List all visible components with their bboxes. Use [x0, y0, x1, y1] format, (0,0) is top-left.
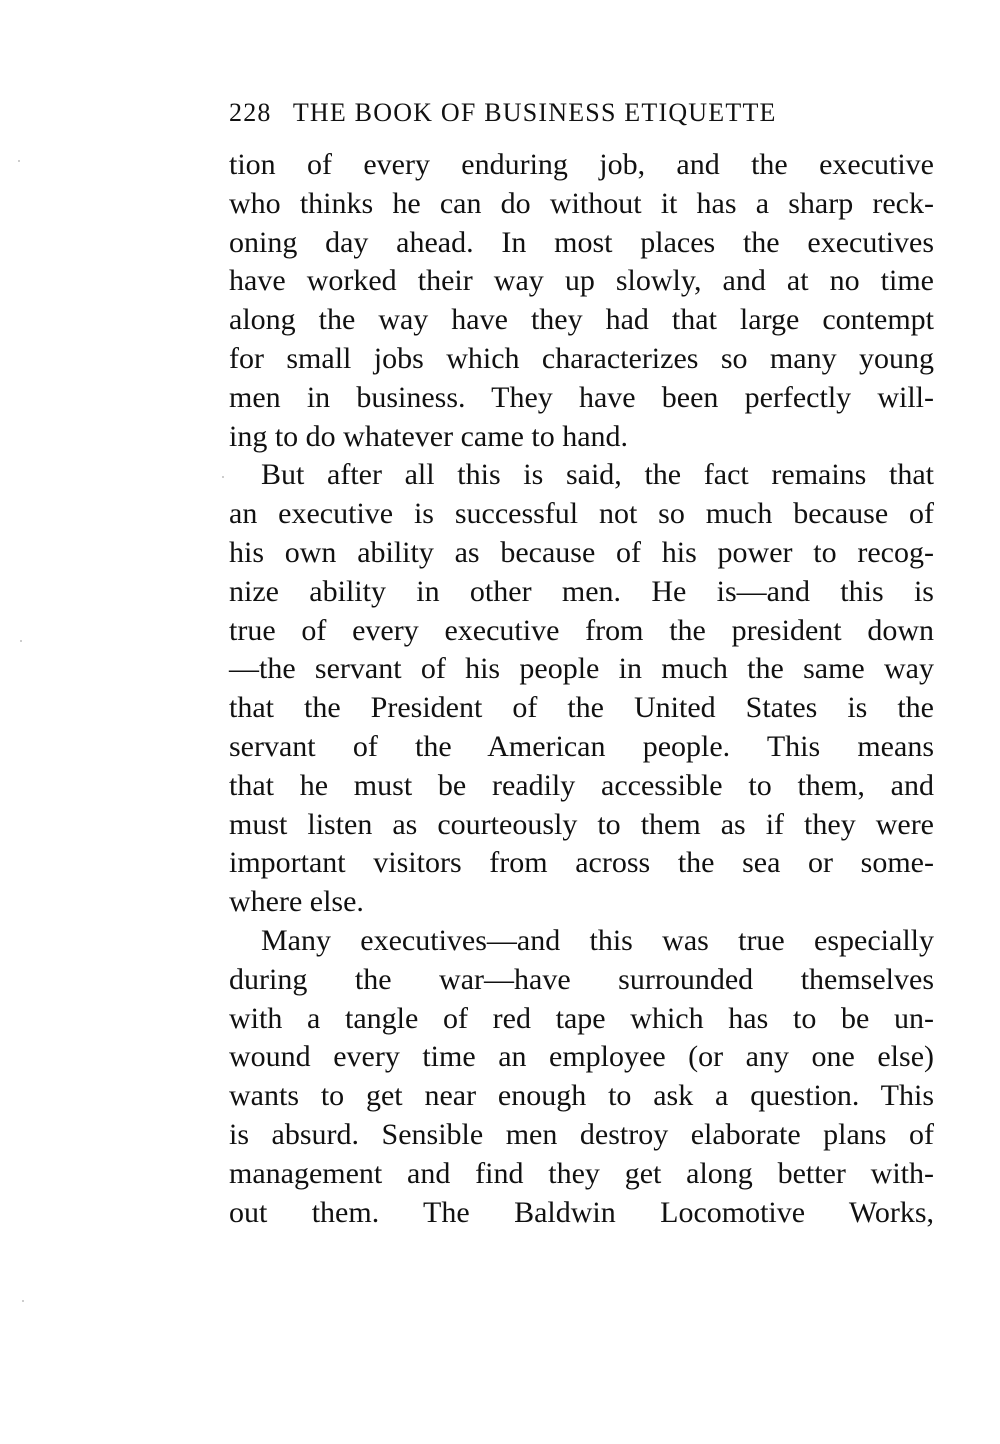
scan-speck	[22, 1300, 24, 1302]
paragraph-2	[229, 456, 934, 922]
text-line: men in business. They have been perfectly will-	[229, 380, 934, 414]
text-line: that the President of the United States is the	[229, 691, 934, 725]
paragraph-3	[229, 922, 934, 1232]
text-line: an executive is successful not so much because of	[229, 497, 934, 531]
text-line: where else.	[229, 885, 364, 919]
text-line: management and find they get along better with-	[229, 1156, 934, 1190]
text-line: his own ability as because of his power to recog-	[229, 535, 934, 569]
text-line: wants to get near enough to ask a question. This	[229, 1079, 934, 1113]
body-text	[229, 146, 934, 1232]
text-line: ing to do whatever came to hand.	[229, 419, 629, 453]
text-line: servant of the American people. This means	[229, 729, 934, 763]
text-line: is absurd. Sensible men destroy elaborate plans of	[229, 1117, 934, 1151]
text-line: —the servant of his people in much the same way	[229, 652, 934, 686]
text-line: along the way have they had that large contempt	[229, 303, 934, 337]
text-line: out them. The Baldwin Locomotive Works,	[229, 1195, 934, 1229]
text-line: during the war—have surrounded themselves	[229, 962, 934, 996]
text-line: have worked their way up slowly, and at no time	[229, 264, 934, 298]
text-line: wound every time an employee (or any one else)	[229, 1040, 934, 1074]
running-header	[229, 98, 869, 128]
text-line: must listen as courteously to them as if they were	[229, 807, 934, 841]
text-line: true of every executive from the president down	[229, 613, 934, 647]
scan-speck	[222, 476, 224, 478]
running-title: THE BOOK OF BUSINESS ETIQUETTE	[292, 98, 777, 127]
text-line: But after all this is said, the fact remains that	[261, 458, 934, 492]
paragraph-1	[229, 146, 934, 456]
text-line: oning day ahead. In most places the executives	[229, 225, 934, 259]
text-line: that he must be readily accessible to them, and	[229, 768, 934, 802]
scan-speck	[18, 160, 20, 162]
text-line: nize ability in other men. He is—and this is	[229, 574, 934, 608]
text-line: Many executives—and this was true especially	[261, 923, 934, 957]
text-line: tion of every enduring job, and the executive	[229, 148, 934, 181]
text-line: important visitors from across the sea or some-	[229, 846, 934, 880]
text-line: for small jobs which characterizes so many young	[229, 341, 934, 375]
page-number: 228	[229, 98, 272, 127]
text-line: with a tangle of red tape which has to be un-	[229, 1001, 934, 1035]
text-line: who thinks he can do without it has a sharp reck-	[229, 186, 934, 220]
scan-speck	[20, 640, 22, 642]
